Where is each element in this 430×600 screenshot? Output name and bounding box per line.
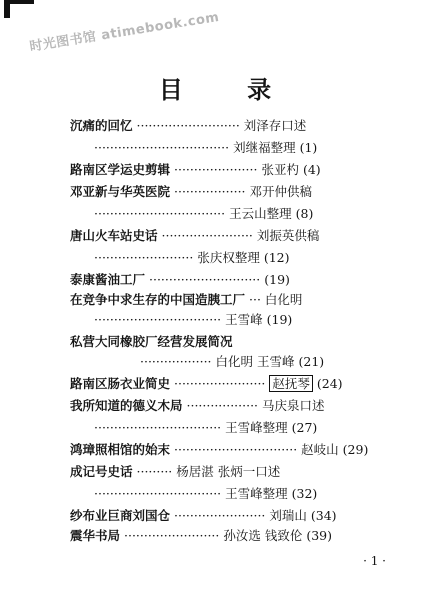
entry-author: 马庆泉口述 [262, 398, 325, 413]
toc-entry-4[interactable] [70, 228, 319, 244]
entry-author: 赵抚琴 [269, 375, 313, 392]
entry-page: (12) [263, 250, 290, 265]
entry-page: (24) [316, 376, 343, 391]
entry-author: 刘振英供稿 [256, 228, 320, 243]
entry-page: (19) [266, 312, 293, 327]
entry-title: 路南区肠衣业简史 [70, 376, 171, 391]
watermark: 时光图书馆 atimebook.com [28, 9, 221, 55]
entry-page: (8) [295, 206, 314, 221]
leader-dots: ······························· [174, 442, 298, 457]
leader-dots: ································· [94, 206, 226, 221]
toc-entry-11[interactable] [70, 464, 280, 480]
toc-entry-6-credit [94, 312, 292, 328]
toc-entry-3[interactable] [70, 184, 312, 200]
entry-author: 孙汝选 钱致伦 [223, 528, 303, 543]
leader-dots: ···························· [149, 272, 261, 287]
entry-title: 路南区学运史剪辑 [70, 162, 171, 177]
entry-author: 白化明 [264, 292, 303, 307]
entry-page: (1) [299, 140, 318, 155]
page-number: · 1 · [363, 554, 386, 568]
entry-page: (19) [264, 272, 290, 287]
leader-dots: ······················· [174, 508, 266, 523]
toc-entry-3-credit [94, 206, 313, 222]
entry-page: (39) [306, 528, 332, 543]
entry-title: 震华书局 [70, 528, 121, 543]
entry-author: 杨居湛 张炳一口述 [176, 464, 281, 479]
toc-entry-7-credit [140, 354, 324, 370]
toc-entry-9-credit [94, 420, 317, 436]
toc-entry-1-credit [94, 140, 317, 156]
entry-page: (27) [291, 420, 318, 435]
leader-dots: ································ [94, 486, 222, 501]
leader-dots: ·················· [140, 354, 212, 369]
toc-entry-4-credit [94, 250, 290, 266]
page-title: 目 录 [158, 76, 300, 104]
entry-author: 张庆权整理 [197, 250, 260, 265]
leader-dots: ··· [249, 292, 261, 307]
entry-author: 刘瑞山 [269, 508, 307, 523]
leader-dots: ································ [94, 420, 222, 435]
entry-title: 沉痛的回忆 [70, 118, 133, 133]
leader-dots: ·················· [174, 184, 246, 199]
entry-page: (4) [302, 162, 321, 177]
entry-title: 唐山火车站史话 [70, 228, 158, 243]
leader-dots: ························ [124, 528, 220, 543]
toc-entry-10[interactable] [70, 442, 368, 458]
leader-dots: ····················· [174, 162, 258, 177]
toc-entry-6[interactable] [70, 292, 302, 308]
leader-dots: ································ [94, 312, 222, 327]
entry-author: 王雪峰整理 [225, 420, 288, 435]
toc-entry-11-credit [94, 486, 317, 502]
entry-title: 邓亚新与华英医院 [70, 184, 171, 199]
entry-title: 纱布业巨商刘国仓 [70, 508, 171, 523]
toc-entry-8[interactable] [70, 376, 343, 392]
toc-entry-5[interactable] [70, 272, 290, 288]
leader-dots: ········· [136, 464, 173, 479]
toc-entry-9[interactable] [70, 398, 325, 414]
entry-title: 泰康酱油工厂 [70, 272, 146, 287]
entry-page: (21) [298, 354, 325, 369]
entry-author: 王云山整理 [229, 206, 292, 221]
entry-author: 白化明 王雪峰 [215, 354, 295, 369]
leader-dots: ·························· [136, 118, 240, 133]
entry-page: (32) [291, 486, 318, 501]
leader-dots: ······················· [161, 228, 253, 243]
scan-corner-mark [4, 0, 34, 18]
entry-page: (29) [342, 442, 369, 457]
entry-author: 张亚杓 [261, 162, 299, 177]
entry-author: 邓开仲供稿 [249, 184, 313, 199]
leader-dots: ······················· [174, 376, 266, 391]
entry-title: 我所知道的德义木局 [70, 398, 183, 413]
toc-entry-12[interactable] [70, 508, 337, 524]
entry-author: 刘泽存口述 [243, 118, 307, 133]
entry-title: 鸿璋照相馆的始末 [70, 442, 171, 457]
entry-author: 刘继福整理 [233, 140, 296, 155]
toc-entry-7[interactable] [70, 334, 233, 350]
entry-title: 私营大同橡胶厂经营发展简况 [70, 334, 233, 349]
entry-page: (34) [310, 508, 337, 523]
leader-dots: ························· [94, 250, 194, 265]
toc-entry-1[interactable] [70, 118, 306, 134]
entry-author: 赵岐山 [301, 442, 339, 457]
toc-entry-2[interactable] [70, 162, 321, 178]
entry-title: 在竞争中求生存的中国造胰工厂 [70, 292, 246, 307]
leader-dots: ·················· [186, 398, 259, 413]
entry-title: 成记号史话 [70, 464, 133, 479]
entry-author: 王雪峰 [225, 312, 263, 327]
leader-dots: ·································· [94, 140, 230, 155]
toc-entry-13[interactable] [70, 528, 332, 544]
entry-author: 王雪峰整理 [225, 486, 288, 501]
